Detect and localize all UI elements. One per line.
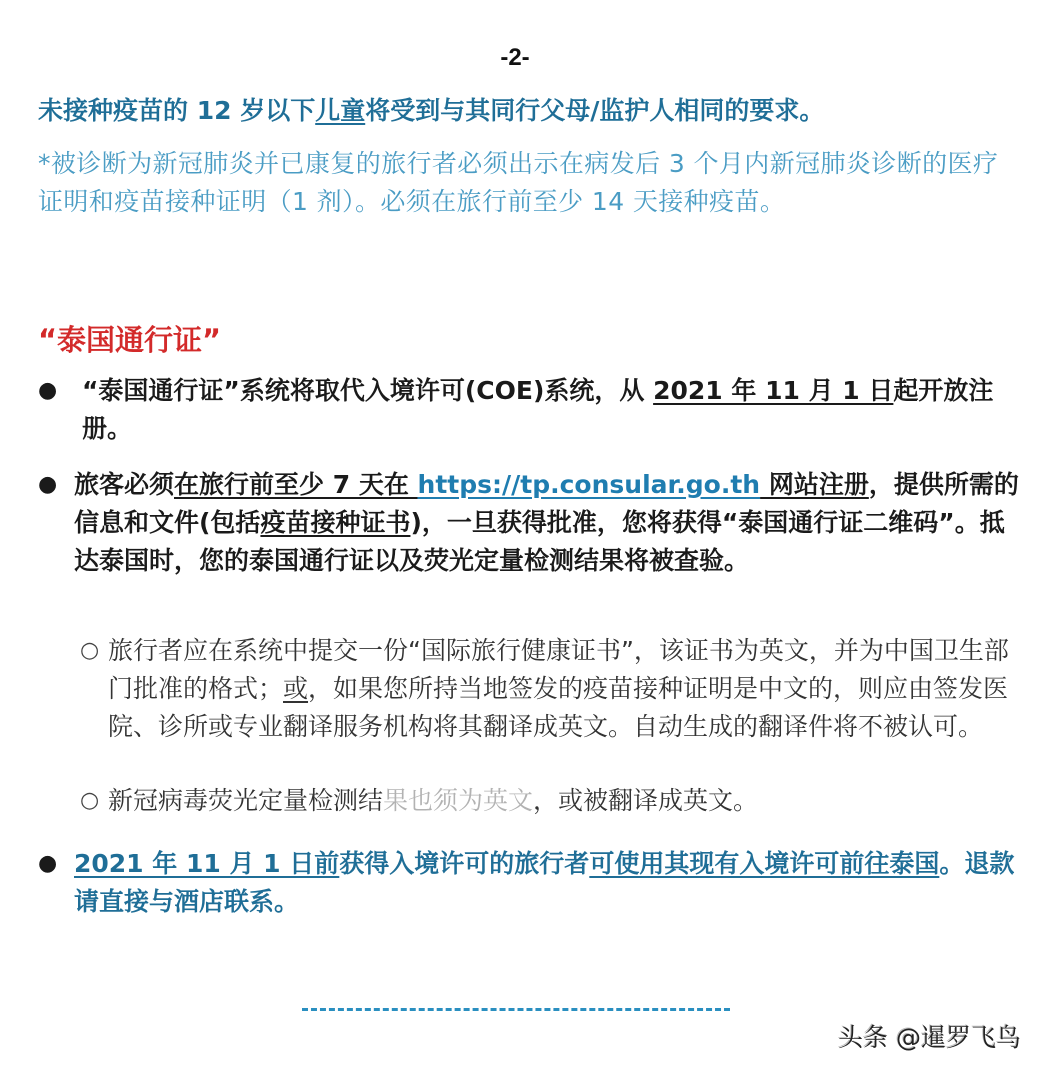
- bullet-text-mid: 获得入境许可的旅行者: [339, 849, 590, 878]
- dashed-divider: [302, 1008, 730, 1011]
- hollow-bullet-icon: ○: [80, 788, 100, 813]
- page-number: -2-: [500, 44, 530, 71]
- sub-item-text: 新冠病毒荧光定量检测结: [108, 786, 384, 815]
- bullet-item-register-website: [38, 466, 1028, 580]
- bullet-text-mid: ，提供所需的信息和文件(包括: [74, 470, 1019, 537]
- bullet-text: “泰国通行证”系统将取代入境许可(COE)系统，从: [82, 376, 654, 405]
- section-title-thailand-pass: “泰国通行证”: [38, 323, 222, 357]
- sub-item-pcr-result: [80, 782, 1020, 820]
- bullet-text-end: 。退款请直接与酒店联系。: [74, 849, 1015, 916]
- underlined-text: 在旅行前至少 7 天在: [174, 470, 418, 499]
- bullet-item-existing-coe: [38, 845, 1028, 921]
- children-rule-text: 未接种疫苗的 12 岁以下: [38, 96, 316, 125]
- vaccine-certificate-underlined: 疫苗接种证书: [260, 508, 411, 537]
- bullet-text-end: )，一旦获得批准，您将获得“泰国通行证二维码”。抵达泰国时，您的泰国通行证以及荧光定量检测结果将被查验。: [74, 508, 1005, 575]
- bullet-dot-icon: ●: [38, 851, 58, 876]
- bullet-item-registration-date: [38, 372, 1028, 448]
- sub-item-text: 旅行者应在系统中提交一份“国际旅行健康证书”，该证书为英文，并为中国卫生部门批准的格式；: [108, 636, 1009, 703]
- underlined-text: 可使用其现有入境许可前往泰国: [589, 849, 940, 878]
- children-rule-paragraph: [38, 92, 1028, 130]
- underlined-text: 网站注册: [760, 470, 869, 499]
- children-rule-text-end: 将受到与其同行父母/监护人相同的要求。: [365, 96, 825, 125]
- sub-item-text-end: ，或被翻译成英文。: [533, 786, 759, 815]
- source-credit-watermark: 头条 @暹罗飞鸟: [838, 1023, 1021, 1052]
- date-underlined: 2021 年 11 月 1 日前: [74, 849, 340, 878]
- registration-date: 2021 年 11 月 1 日: [653, 376, 894, 405]
- bullet-dot-icon: ●: [38, 472, 58, 497]
- or-underlined: 或: [283, 674, 309, 703]
- sub-item-health-certificate: [80, 632, 1020, 746]
- thailand-pass-link[interactable]: https://tp.consular.go.th: [417, 470, 761, 499]
- recovered-traveler-note: *被诊断为新冠肺炎并已康复的旅行者必须出示在病发后 3 个月内新冠肺炎诊断的医疗证明和疫苗接种证明（1 剂）。必须在旅行前至少 14 天接种疫苗。: [38, 149, 999, 216]
- hollow-bullet-icon: ○: [80, 638, 100, 663]
- sub-item-text-end: ，如果您所持当地签发的疫苗接种证明是中文的，则应由签发医院、诊所或专业翻译服务机构将其翻译成英文。自动生成的翻译件将不被认可。: [108, 674, 1009, 741]
- watermark-obscured-text: 果也须为英文: [383, 786, 534, 815]
- bullet-text-end: 起开放注册。: [82, 376, 994, 443]
- bullet-dot-icon: ●: [38, 378, 58, 403]
- bullet-text: 旅客必须: [74, 470, 175, 499]
- children-underlined: 儿童: [315, 96, 366, 125]
